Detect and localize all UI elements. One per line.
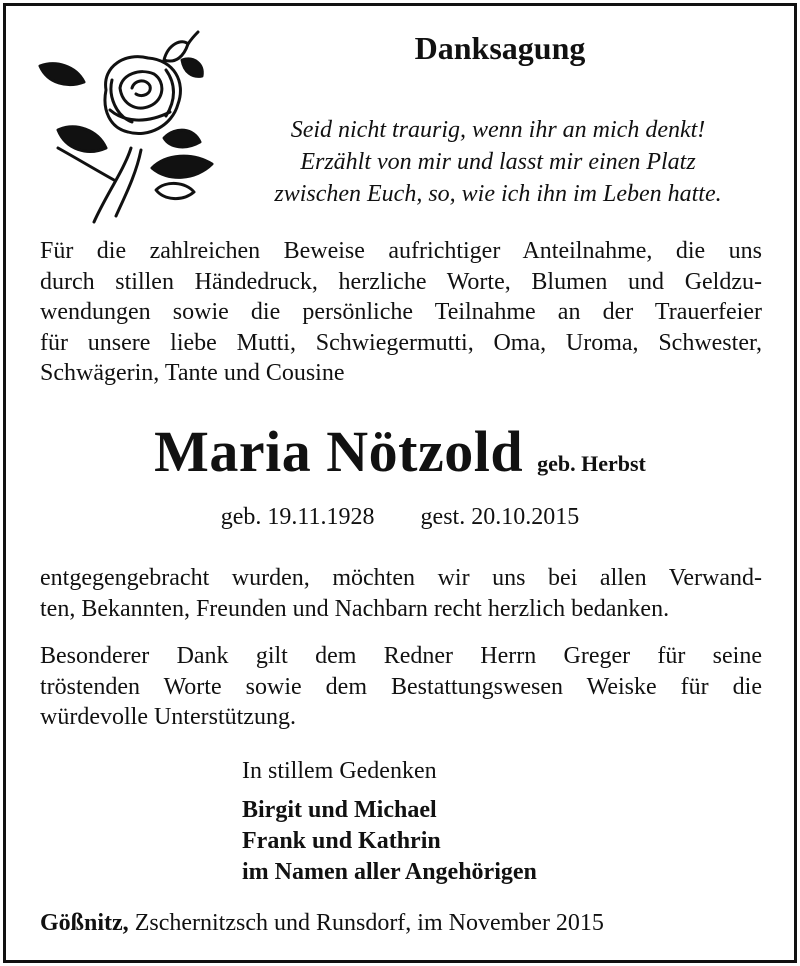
poem-line: Erzählt von mir und lasst mir einen Platz: [300, 149, 696, 175]
footer-place: Gößnitz,: [40, 910, 129, 936]
deceased-name: Maria Nötzold: [154, 419, 524, 484]
paragraph-line: würdevolle Unterstützung.: [40, 704, 296, 730]
life-dates: [0, 504, 800, 531]
paragraph-line: durch stillen Händedruck, herzliche Worte, Blumen und Geldzu-: [40, 268, 762, 295]
footer-location-date: [40, 910, 604, 937]
footer-rest: Zschernitzsch und Runsdorf, im November 2015: [134, 910, 604, 936]
paragraph-line: entgegengebracht wurden, möchten wir uns bei allen Verwand-: [40, 565, 762, 591]
signature-name: im Namen aller Angehörigen: [242, 859, 537, 885]
birth-date: geb. 19.11.1928: [220, 504, 375, 530]
signature-name: Frank und Kathrin: [242, 828, 441, 854]
poem-line: Seid nicht traurig, wenn ihr an mich denkt!: [290, 117, 706, 143]
gratitude-paragraph: [40, 563, 762, 624]
thanks-paragraph: [40, 236, 762, 389]
paragraph-line: wendungen sowie die persönliche Teilnahme an der Trauerfeier: [40, 299, 762, 325]
signature-block: [242, 756, 537, 888]
maiden-name: geb. Herbst: [537, 451, 646, 476]
paragraph-line: Besonderer Dank gilt dem Redner Herrn Greger für seine: [40, 643, 762, 669]
paragraph-line: ten, Bekannten, Freunden und Nachbarn recht herzlich bedanken.: [40, 595, 670, 622]
paragraph-line: Schwägerin, Tante und Cousine: [40, 360, 345, 386]
signature-name: Birgit und Michael: [242, 797, 437, 823]
paragraph-line: für unsere liebe Mutti, Schwiegermutti, Oma, Uroma, Schwester,: [40, 329, 762, 356]
signature-intro: In stillem Gedenken: [242, 758, 437, 784]
rose-icon: [36, 30, 222, 226]
death-date: gest. 20.10.2015: [420, 504, 580, 530]
poem-line: zwischen Euch, so, wie ich ihn im Leben hatte.: [274, 181, 722, 207]
deceased-heading: [0, 418, 800, 485]
poem: [230, 114, 766, 210]
special-thanks-paragraph: [40, 641, 762, 733]
paragraph-line: tröstenden Worte sowie dem Bestattungswesen Weiske für die: [40, 673, 762, 700]
notice-title: Danksagung: [414, 30, 586, 66]
paragraph-line: Für die zahlreichen Beweise aufrichtiger Anteilnahme, die uns: [40, 238, 762, 264]
